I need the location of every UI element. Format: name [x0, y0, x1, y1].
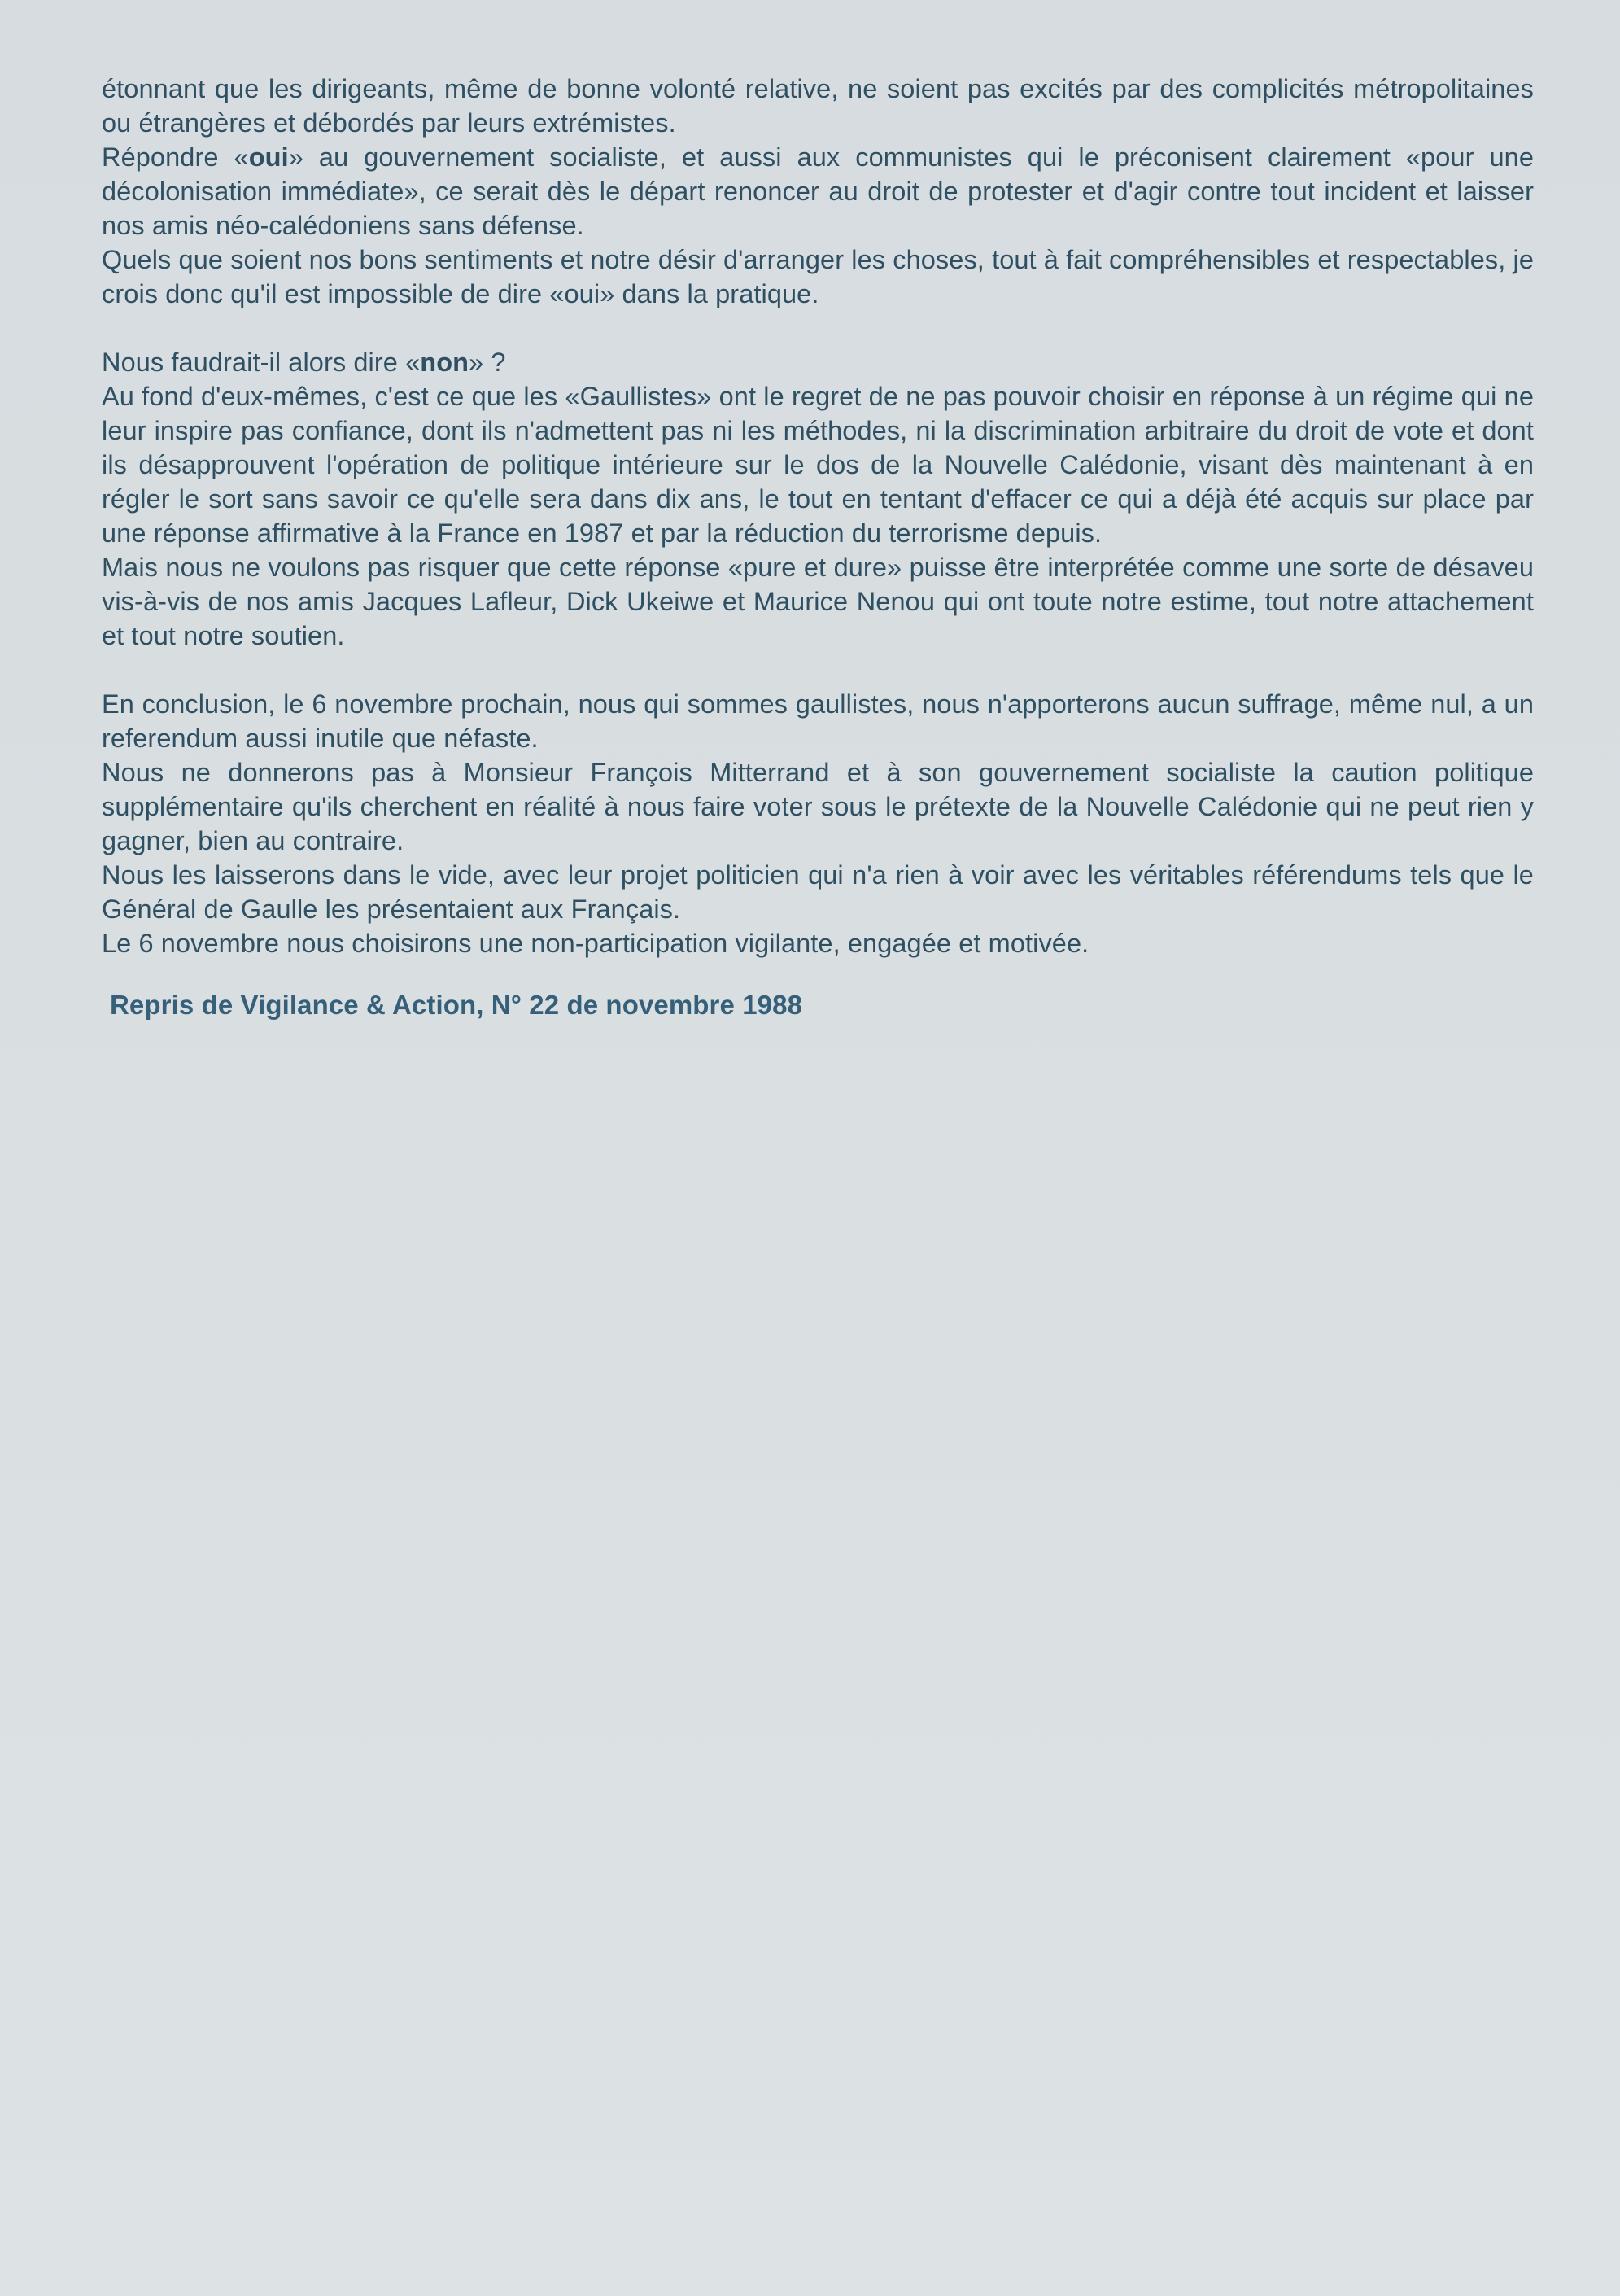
paragraph-mitterrand: Nous ne donnerons pas à Monsieur François Mitterrand et à son gouvernement socialiste la caution politique supplémentaire qu'ils cherchent en réalité à nous faire voter sous le prétexte de la Nouvelle Calédonie qui ne peut rien y gagner, bien au contraire.: [102, 758, 1534, 855]
oui-emphasis: oui: [248, 142, 289, 172]
paragraph-spacer: [102, 960, 1534, 988]
paragraph-question-non: [102, 345, 1534, 379]
paragraph-spacer: [102, 653, 1534, 687]
repondre-prefix: Répondre «: [102, 142, 249, 172]
paragraph-mais-nous: Mais nous ne voulons pas risquer que cette réponse «pure et dure» puisse être interprétée comme une sorte de désaveu vis-à-vis de nos amis Jacques Lafleur, Dick Ukeiwe et Maurice Nenou qui ont toute notre estime, tout notre attachement et tout notre soutien.: [102, 553, 1534, 650]
article-body: [102, 72, 1534, 1022]
paragraph-laisserons: Nous les laisserons dans le vide, avec leur projet politicien qui n'a rien à voir avec les véritables référendums tels que le Général de Gaulle les présentaient aux Français.: [102, 860, 1534, 924]
source-citation: Repris de Vigilance & Action, N° 22 de novembre 1988: [110, 990, 803, 1020]
paragraph-spacer: [102, 311, 1534, 345]
question-prefix: Nous faudrait-il alors dire «: [102, 348, 421, 377]
non-emphasis: non: [420, 348, 469, 377]
paragraph-non-participation: Le 6 novembre nous choisirons une non-participation vigilante, engagée et motivée.: [102, 929, 1089, 958]
paragraph-repondre-oui: [102, 140, 1534, 243]
question-suffix: » ?: [469, 348, 506, 377]
paragraph-etonnant: étonnant que les dirigeants, même de bonne volonté relative, ne soient pas excités par des complicités métropolitaines ou étrangères et débordés par leurs extrémistes.: [102, 74, 1534, 138]
paragraph-conclusion: En conclusion, le 6 novembre prochain, nous qui sommes gaullistes, nous n'apporterons aucun suffrage, même nul, a un referendum aussi inutile que néfaste.: [102, 689, 1534, 753]
repondre-suffix: » au gouvernement socialiste, et aussi aux communistes qui le préconisent clairement «pour une décolonisation immédiate», ce serait dès le départ renoncer au droit de protester et d'agir contre tout incident et laisser nos amis néo-calédoniens sans défense.: [102, 142, 1534, 240]
paragraph-quels-que-soient: Quels que soient nos bons sentiments et notre désir d'arranger les choses, tout à fait compréhensibles et respectables, je crois donc qu'il est impossible de dire «oui» dans la pratique.: [102, 245, 1534, 308]
paragraph-au-fond: Au fond d'eux-mêmes, c'est ce que les «Gaullistes» ont le regret de ne pas pouvoir choisir en réponse à un régime qui ne leur inspire pas confiance, dont ils n'admettent pas ni les méthodes, ni la discrimination arbitraire du droit de vote et dont ils désapprouvent l'opération de politique intérieure sur le dos de la Nouvelle Calédonie, visant dès maintenant à en régler le sort sans savoir ce qu'elle sera dans dix ans, le tout en tentant d'effacer ce qui a déjà été acquis sur place par une réponse affirmative à la France en 1987 et par la réduction du terrorisme depuis.: [102, 382, 1534, 548]
